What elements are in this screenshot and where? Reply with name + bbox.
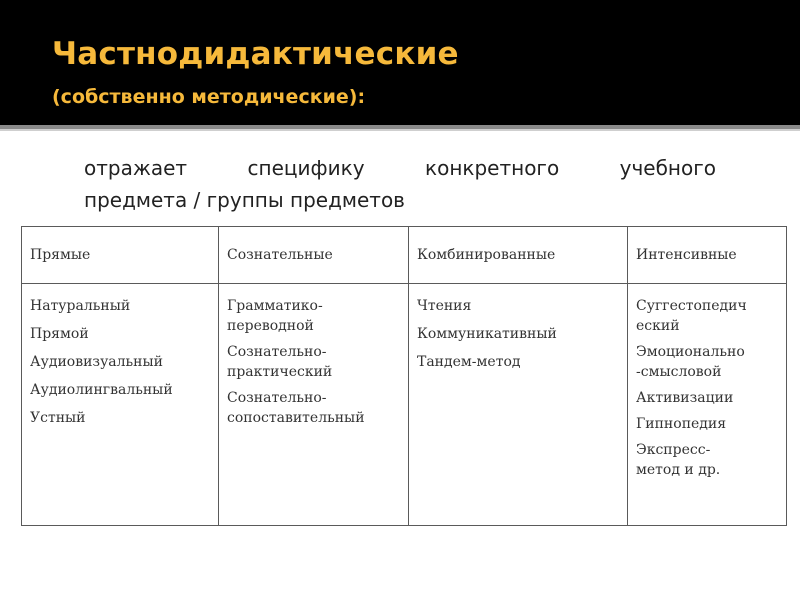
description-word: отражает: [84, 156, 188, 180]
list-item: Тандем-метод: [417, 354, 521, 370]
list-item: переводной: [227, 318, 314, 334]
slide-title: Частнодидактические: [52, 36, 459, 72]
list-item: сопоставительный: [227, 410, 365, 426]
list-item: Аудиолингвальный: [30, 382, 173, 398]
list-item: Гипнопедия: [636, 416, 727, 432]
header-combined: Комбинированные: [409, 227, 628, 284]
list-item: Суггестопедич: [636, 298, 747, 314]
list-item: Эмоционально: [636, 344, 745, 360]
list-item: Сознательно-: [227, 344, 327, 360]
list-item: Натуральный: [30, 298, 131, 314]
list-item: практический: [227, 364, 333, 380]
title-band: [0, 0, 800, 125]
list-item: -смысловой: [636, 364, 722, 380]
description-word: специфику: [247, 156, 365, 180]
list-item: Прямой: [30, 326, 89, 342]
table-header-row: [22, 227, 787, 284]
description-word: конкретного: [425, 156, 560, 180]
cell-direct-methods: [22, 284, 219, 526]
description-line-2: предмета / группы предметов: [84, 188, 405, 212]
description-line-1: [84, 152, 716, 184]
header-direct: Прямые: [22, 227, 219, 284]
list-item: Устный: [30, 410, 86, 426]
header-conscious: Сознательные: [219, 227, 409, 284]
list-item: Активизации: [636, 390, 734, 406]
list-item: еский: [636, 318, 680, 334]
methods-table: [21, 226, 787, 526]
slide-description: [84, 152, 716, 216]
list-item: Сознательно-: [227, 390, 327, 406]
slide-subtitle: (собственно методические):: [52, 86, 366, 108]
list-item: Коммуникативный: [417, 326, 557, 342]
list-item: Экспресс-: [636, 442, 711, 458]
cell-intensive-methods: [628, 284, 787, 526]
list-item: Аудиовизуальный: [30, 354, 163, 370]
description-word: учебного: [619, 156, 716, 180]
title-divider-highlight: [0, 129, 800, 131]
cell-conscious-methods: [219, 284, 409, 526]
cell-combined-methods: [409, 284, 628, 526]
table-row: [22, 284, 787, 526]
list-item: Чтения: [417, 298, 472, 314]
list-item: метод и др.: [636, 462, 721, 478]
list-item: Грамматико-: [227, 298, 323, 314]
header-intensive: Интенсивные: [628, 227, 787, 284]
